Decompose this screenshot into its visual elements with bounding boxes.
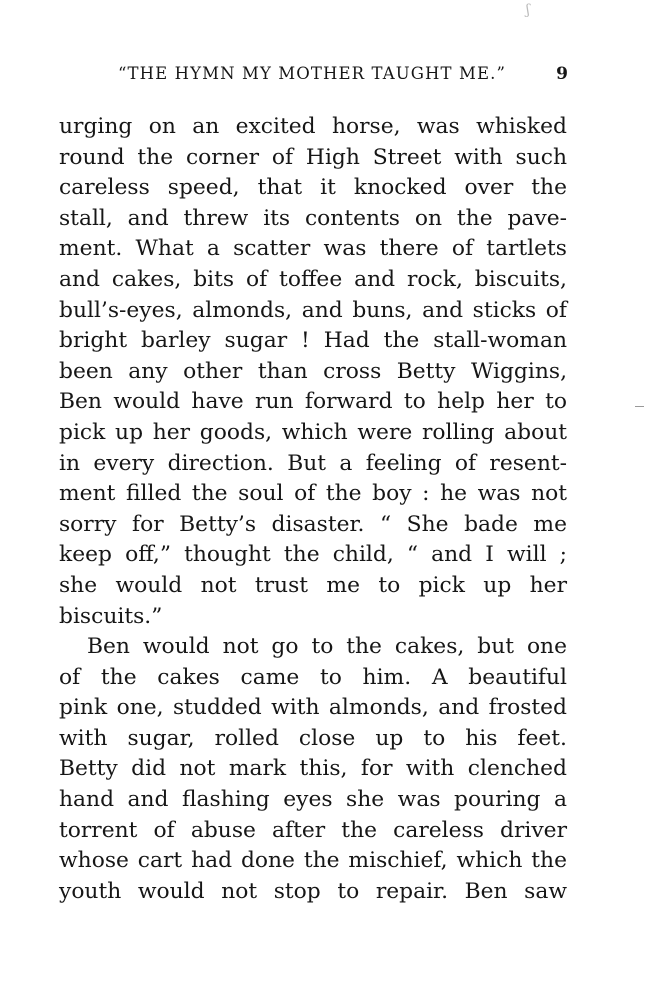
text-line: biscuits.” bbox=[59, 603, 163, 629]
text-line: and cakes, bits of toffee and rock, biscuits, bbox=[59, 266, 567, 292]
text-line: bright barley sugar ! Had the stall-woman bbox=[59, 328, 567, 354]
text-line: been any other than cross Betty Wiggins, bbox=[59, 358, 567, 384]
text-line: sorry for Betty’s disaster. “ She bade me bbox=[59, 511, 567, 537]
text-line: youth would not stop to repair. Ben saw bbox=[59, 878, 567, 904]
text-line: keep off,” thought the child, “ and I will ; bbox=[59, 542, 567, 568]
text-line: of the cakes came to him. A beautiful bbox=[59, 664, 567, 690]
text-line: hand and flashing eyes she was pouring a bbox=[59, 787, 567, 813]
page-number: 9 bbox=[556, 64, 568, 84]
text-line: she would not trust me to pick up her bbox=[59, 572, 567, 598]
margin-tick-mark bbox=[635, 406, 644, 407]
running-head bbox=[88, 64, 568, 88]
text-line: Ben would not go to the cakes, but one bbox=[87, 634, 567, 660]
text-line: pink one, studded with almonds, and frosted bbox=[59, 695, 567, 721]
text-line: Ben would have run forward to help her to bbox=[59, 389, 567, 415]
text-line: pick up her goods, which were rolling about bbox=[59, 419, 567, 445]
text-line: with sugar, rolled close up to his feet. bbox=[59, 725, 567, 751]
text-line: torrent of abuse after the careless driver bbox=[59, 817, 567, 843]
running-title: “THE HYMN MY MOTHER TAUGHT ME.” bbox=[118, 64, 507, 83]
text-line: Betty did not mark this, for with clenched bbox=[59, 756, 567, 782]
text-line: bull’s-eyes, almonds, and buns, and sticks of bbox=[59, 297, 567, 323]
text-line: round the corner of High Street with such bbox=[59, 144, 567, 170]
margin-ink-mark: ʃ bbox=[526, 2, 530, 18]
text-line: stall, and threw its contents on the pave- bbox=[59, 205, 567, 231]
text-line: ment filled the soul of the boy : he was not bbox=[59, 481, 567, 507]
text-line: ment. What a scatter was there of tartlets bbox=[59, 236, 567, 262]
text-line: careless speed, that it knocked over the bbox=[59, 175, 567, 201]
text-line: whose cart had done the mischief, which the bbox=[59, 848, 567, 874]
text-line: in every direction. But a feeling of resent- bbox=[59, 450, 567, 476]
text-line: urging on an excited horse, was whisked bbox=[59, 114, 567, 139]
body-text bbox=[59, 112, 567, 907]
